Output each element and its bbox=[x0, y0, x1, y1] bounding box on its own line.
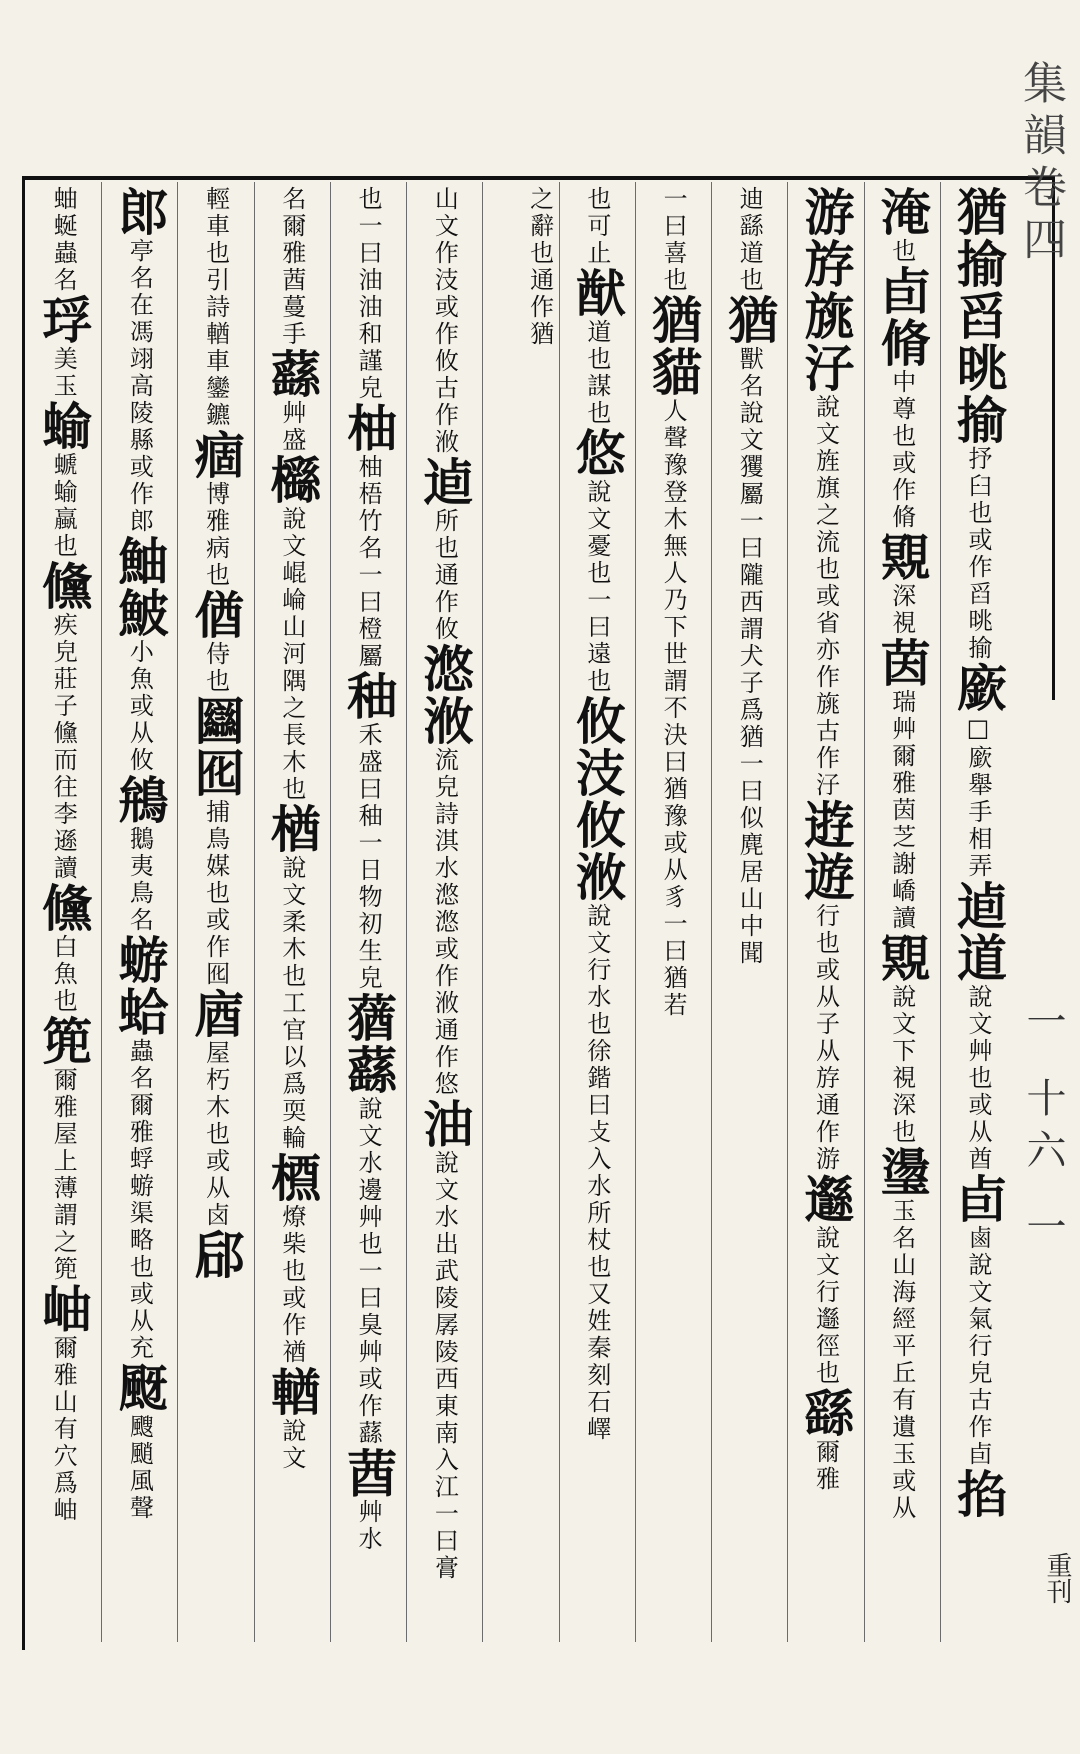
headword: 輶 bbox=[262, 1366, 322, 1418]
running-header-title: 集韻卷四 bbox=[1015, 60, 1066, 268]
gloss-annotation: 名爾雅莤蔓手 bbox=[277, 186, 306, 348]
text-column bbox=[177, 182, 253, 1642]
headword: 儵 bbox=[34, 560, 94, 612]
gloss-annotation: 爾雅屋上薄謂之篼 bbox=[49, 1067, 78, 1283]
gloss-annotation: 說文水邊艸也一曰臭艸或作蘨 bbox=[354, 1096, 383, 1447]
text-column bbox=[101, 182, 177, 1642]
gloss-annotation: 颼颵風聲 bbox=[125, 1414, 154, 1522]
headword: 痼 bbox=[186, 429, 246, 481]
headword: 槱 bbox=[262, 1152, 322, 1204]
gloss-annotation: 深視 bbox=[887, 583, 916, 637]
gloss-annotation: 白魚也 bbox=[49, 934, 78, 1015]
gloss-annotation: 中尊也或作脩 bbox=[887, 369, 916, 531]
headword: 卣脩 bbox=[872, 265, 932, 369]
headword: 掐 bbox=[949, 1468, 1008, 1520]
gloss-annotation: 玉名山海經平丘有遺玉或从 bbox=[887, 1198, 916, 1522]
text-column bbox=[330, 182, 406, 1642]
gloss-annotation: 獸名說文玃屬一曰隴西謂犬子爲猶一曰似麂居山中聞 bbox=[735, 346, 764, 967]
gloss-annotation: 說文行邎徑也 bbox=[811, 1225, 840, 1387]
gloss-annotation: 爾雅 bbox=[811, 1439, 840, 1493]
gloss-annotation: 之辭也 bbox=[525, 186, 554, 267]
headword: 廞 bbox=[949, 662, 1008, 714]
headword: 猷 bbox=[567, 267, 627, 319]
headword: 璗 bbox=[872, 1146, 932, 1198]
gloss-annotation: 說文旌旗之流也或省亦作旐古作汓 bbox=[811, 394, 840, 799]
gloss-annotation: 山文作汥或作攸古作浟 bbox=[430, 186, 459, 456]
gloss-annotation: 說文崐崘山河隅之長木也 bbox=[277, 506, 306, 803]
folio-page-number: 一 十六 一 bbox=[1020, 1000, 1066, 1258]
text-column bbox=[559, 182, 635, 1642]
headword: 蕕蘨 bbox=[339, 992, 399, 1096]
gloss-annotation: 螔蝓蠃也 bbox=[49, 452, 78, 560]
headword: 覭 bbox=[872, 932, 932, 984]
gloss-annotation: 通作猶 bbox=[525, 267, 554, 348]
headword: 繇 bbox=[796, 1387, 856, 1439]
headword: 鴘 bbox=[110, 774, 170, 826]
gloss-annotation: 人聲豫登木無人乃下世謂不決曰猶豫或从豸一曰猶若 bbox=[659, 398, 688, 1019]
headword: 猶貓 bbox=[644, 294, 704, 398]
gloss-annotation: 艸盛 bbox=[277, 400, 306, 454]
gloss-annotation: 迪繇道也 bbox=[735, 186, 764, 294]
reprint-mark: 重刊 bbox=[1042, 1552, 1072, 1604]
headword: 油 bbox=[415, 1098, 475, 1150]
headword: 游斿旐汓 bbox=[796, 186, 856, 394]
gloss-annotation: 流皃詩淇水滺滺或作浟通作悠 bbox=[430, 747, 459, 1098]
text-column bbox=[787, 182, 863, 1642]
gloss-annotation: 說文下視深也 bbox=[887, 984, 916, 1146]
headword: 柚 bbox=[339, 402, 399, 454]
gloss-annotation: 博雅病也 bbox=[201, 481, 230, 589]
headword: 揄舀晀揄 bbox=[949, 238, 1008, 446]
headword: 逌 bbox=[415, 456, 475, 508]
gloss-annotation: 瑞艸爾雅茵芝謝嶠讀 bbox=[887, 689, 916, 932]
text-column bbox=[635, 182, 711, 1642]
gloss-annotation: 燎柴也或作禉 bbox=[277, 1204, 306, 1366]
headword: 颬 bbox=[110, 1362, 170, 1414]
text-column bbox=[940, 182, 1016, 1642]
headword: 岫 bbox=[34, 1283, 94, 1335]
gloss-annotation: 抒臼也或作舀晀揄 bbox=[964, 446, 992, 662]
headword: 逰遊 bbox=[796, 799, 856, 903]
headword: 偤 bbox=[186, 589, 246, 641]
gloss-annotation: 侍也 bbox=[201, 641, 230, 695]
gloss-annotation: 柚梧竹名一曰橙屬 bbox=[354, 454, 383, 670]
headword: 郎 bbox=[110, 186, 170, 238]
headword: 滺浟 bbox=[415, 643, 475, 747]
gloss-annotation: 也可止 bbox=[582, 186, 611, 267]
headword: 櫾 bbox=[262, 454, 322, 506]
gloss-annotation: 鹵說文氣行皃古作卣 bbox=[964, 1225, 992, 1468]
gloss-annotation: 禾盛曰秞一日物初生皃 bbox=[354, 722, 383, 992]
text-column bbox=[254, 182, 330, 1642]
headword: 卣 bbox=[949, 1173, 1008, 1225]
headword: 儵 bbox=[34, 882, 94, 934]
headword: 悠 bbox=[567, 427, 627, 479]
gloss-annotation: 說文柔木也工官以爲耎輪 bbox=[277, 855, 306, 1152]
headword: 郈 bbox=[186, 1229, 246, 1281]
gloss-annotation: 蟲名爾雅蜉蝣渠略也或从充 bbox=[125, 1038, 154, 1362]
gloss-annotation: 說文艸也或从酋 bbox=[964, 984, 992, 1173]
gloss-annotation: 爾雅山有穴爲岫 bbox=[49, 1335, 78, 1524]
headword: 猶 bbox=[949, 186, 1008, 238]
gloss-annotation: 輕車也引詩輶車鑾鑣 bbox=[201, 186, 230, 429]
headword: 邎 bbox=[796, 1173, 856, 1225]
gloss-annotation: 捕鳥媒也或作囮 bbox=[201, 799, 230, 988]
text-column bbox=[864, 182, 940, 1642]
headword: 楢 bbox=[262, 803, 322, 855]
gloss-annotation: 道也謀也 bbox=[582, 319, 611, 427]
text-columns bbox=[26, 182, 1016, 1642]
headword: 淹 bbox=[872, 186, 932, 238]
gloss-annotation: 疾皃莊子儵而往李遜讀 bbox=[49, 612, 78, 882]
headword: 庮 bbox=[186, 988, 246, 1040]
headword: 莤 bbox=[339, 1447, 399, 1499]
headword: 攸汥攸浟 bbox=[567, 695, 627, 903]
headword: 篼 bbox=[34, 1015, 94, 1067]
gloss-annotation: 亭名在馮翊高陵縣或作郎 bbox=[125, 238, 154, 535]
gloss-annotation: 屋朽木也或从卤 bbox=[201, 1040, 230, 1229]
text-column bbox=[482, 182, 558, 1642]
gloss-annotation: 蚰蜒蟲名 bbox=[49, 186, 78, 294]
gloss-annotation: 小魚或从攸 bbox=[125, 639, 154, 774]
text-column bbox=[406, 182, 482, 1642]
gloss-annotation: 也 bbox=[887, 238, 916, 265]
text-column bbox=[711, 182, 787, 1642]
headword: 蝣蛤 bbox=[110, 934, 170, 1038]
gloss-annotation: 說文憂也一曰遠也 bbox=[582, 479, 611, 695]
gloss-annotation: 行也或从子从斿通作游 bbox=[811, 903, 840, 1173]
headword: 琈 bbox=[34, 294, 94, 346]
text-column bbox=[26, 182, 101, 1642]
gloss-annotation: 也一曰油油和謹皃 bbox=[354, 186, 383, 402]
gloss-annotation: 一曰喜也 bbox=[659, 186, 688, 294]
gloss-annotation: 說文 bbox=[277, 1418, 306, 1472]
headword: 覭 bbox=[872, 531, 932, 583]
headword: 猶 bbox=[720, 294, 780, 346]
gloss-annotation: 所也通作攸 bbox=[430, 508, 459, 643]
headword: 茵 bbox=[872, 637, 932, 689]
gloss-annotation: 艸水 bbox=[354, 1499, 383, 1553]
headword: 圝囮 bbox=[186, 695, 246, 799]
headword: 蘨 bbox=[262, 348, 322, 400]
headword: 秞 bbox=[339, 670, 399, 722]
gloss-annotation: 美玉 bbox=[49, 346, 78, 400]
headword: 蝓 bbox=[34, 400, 94, 452]
gloss-annotation: 說文行水也徐鍇曰攴入水所杖也又姓秦刻石嶧 bbox=[582, 903, 611, 1443]
headword: 逌道 bbox=[949, 880, 1008, 984]
headword: 鮋鮍 bbox=[110, 535, 170, 639]
gloss-annotation: 說文水出武陵孱陵西東南入江一曰膏 bbox=[430, 1150, 459, 1582]
gloss-annotation: 鵝夷鳥名 bbox=[125, 826, 154, 934]
gloss-annotation: □廞舉手相弄 bbox=[964, 714, 992, 880]
